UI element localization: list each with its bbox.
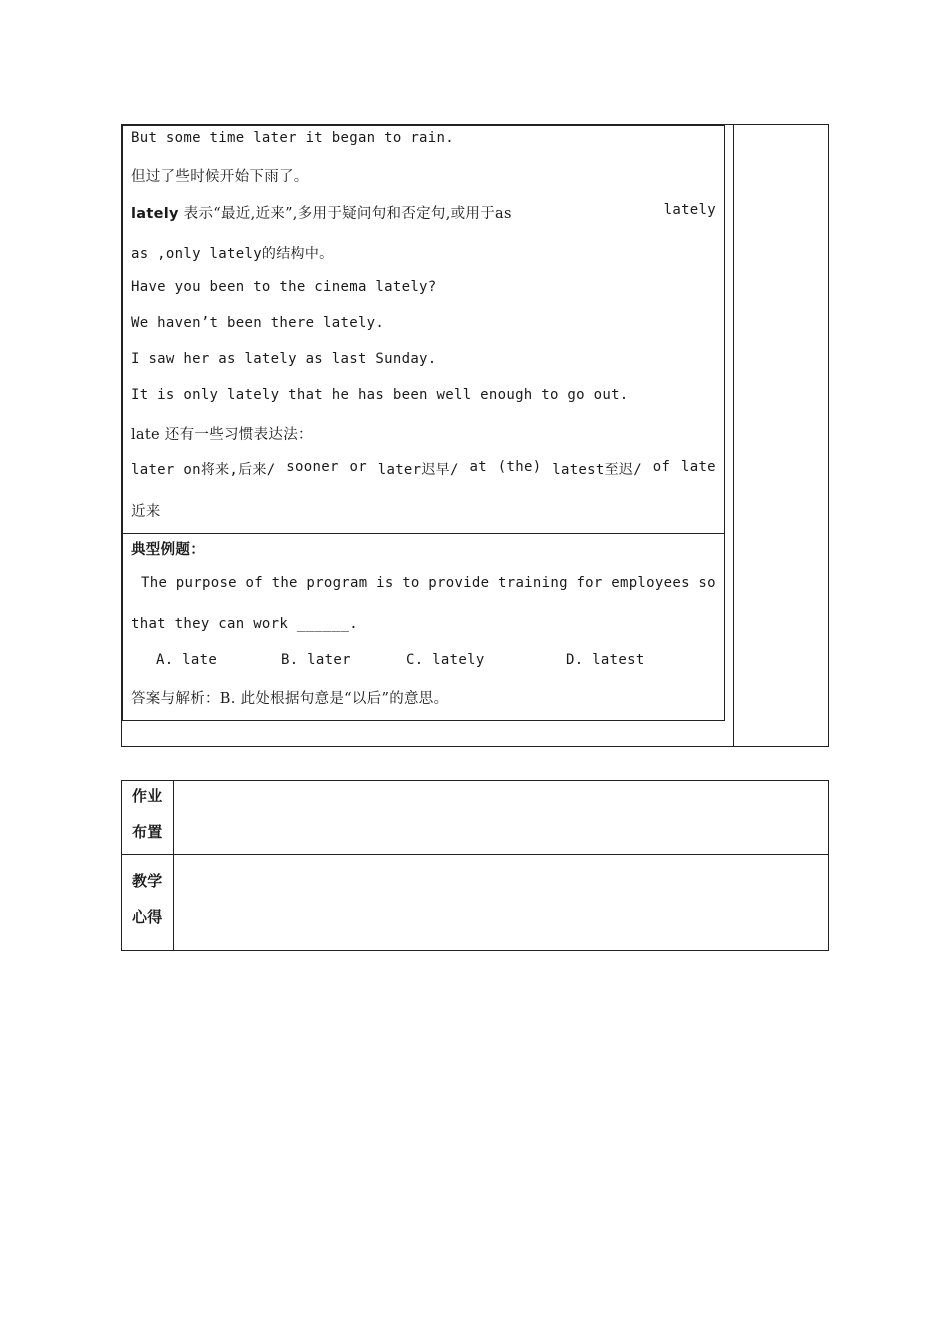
sentence-rain: But some time later it began to rain. [131,130,454,146]
question-word: training [497,575,568,591]
answer-explanation: 答案与解析：B. 此处根据句意是“以后”的意思。 [131,691,449,707]
question-word: the [271,575,298,591]
question-word: provide [428,575,490,591]
question-word: is [376,575,394,591]
late-expressions-intro: late 还有一些习惯表达法： [131,427,313,443]
expr-word: (the) [497,459,542,475]
expr-word: later迟早/ [377,462,459,478]
lately-explanation [131,202,716,223]
example-sunday: I saw her as lately as last Sunday. [131,351,437,367]
example-heading: 典型例题： [131,542,205,558]
expr-word: later on将来,后来/ [131,462,276,478]
lately-structure: as ,only lately的结构中。 [131,246,334,262]
example-question-line2: that they can work ______. [131,616,358,632]
question-word: of [245,575,263,591]
option-c: C. lately [406,652,485,668]
option-d: D. latest [566,652,645,668]
expr-word: of [652,459,671,475]
reflection-label-1: 教学 [132,872,163,890]
reflection-content[interactable] [180,860,820,946]
lately-term [131,202,512,223]
expr-word: late [681,459,716,475]
sentence-rain-translation: 但过了些时候开始下雨了。 [131,169,309,185]
lately-term-text: lately [131,206,179,222]
lesson-table-divider [733,124,734,747]
homework-table-divider [173,780,174,951]
example-question [141,575,716,591]
option-b: B. later [281,652,351,668]
notes-box-separator [122,533,725,534]
lately-explanation-end: lately [663,202,716,218]
late-expressions [131,459,716,479]
example-havent: We haven’t been there lately. [131,315,385,331]
question-word: so [698,575,716,591]
expr-word: sooner [286,459,339,475]
question-word: employees [611,575,690,591]
question-word: program [306,575,368,591]
homework-label-1: 作业 [132,787,163,805]
question-word: purpose [175,575,237,591]
question-word: The [141,575,168,591]
example-well-enough: It is only lately that he has been well enough to go out. [131,387,629,403]
expr-word: or [349,459,367,475]
reflection-label-2: 心得 [132,908,163,926]
option-a: A. late [156,652,218,668]
example-cinema: Have you been to the cinema lately? [131,279,437,295]
lately-explanation-text: 表示“最近,近来”,多用于疑问句和否定句,或用于as [183,206,512,222]
expr-word: at [469,459,487,475]
late-expressions-end: 近来 [131,504,161,520]
expr-word: latest至迟/ [552,462,642,478]
homework-label-2: 布置 [132,823,163,841]
question-word: to [402,575,420,591]
question-word: for [576,575,603,591]
homework-table-row-separator [121,854,829,855]
homework-content[interactable] [180,785,820,849]
